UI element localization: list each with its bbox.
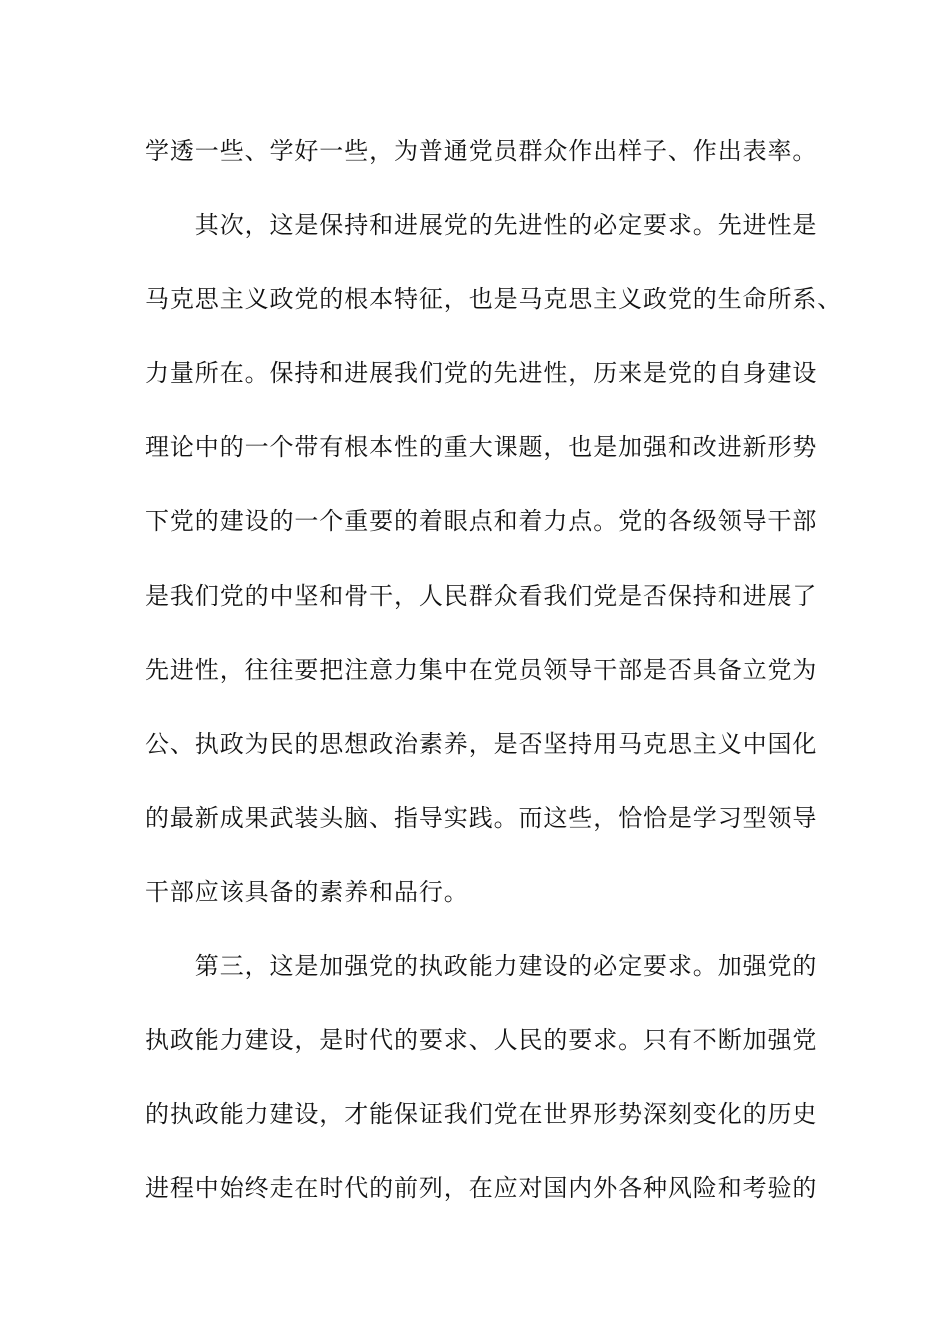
text-line: 进程中始终走在时代的前列，在应对国内外各种风险和考验的	[145, 1174, 818, 1203]
text-line: 公、执政为民的思想政治素养，是否坚持用马克思主义中国化	[145, 729, 818, 758]
text-line: 学透一些、学好一些，为普通党员群众作出样子、作出表率。	[145, 137, 818, 165]
text-line: 其次，这是保持和进展党的先进性的必定要求。先进性是	[145, 211, 818, 240]
text-line: 的最新成果武装头脑、指导实践。而这些，恰恰是学习型领导	[145, 803, 818, 832]
text-line: 力量所在。保持和进展我们党的先进性，历来是党的自身建设	[145, 359, 818, 388]
text-line: 是我们党的中坚和骨干，人民群众看我们党是否保持和进展了	[145, 581, 818, 610]
text-line: 执政能力建设，是时代的要求、人民的要求。只有不断加强党	[145, 1026, 818, 1055]
text-line: 马克思主义政党的根本特征，也是马克思主义政党的生命所系、	[145, 285, 843, 314]
text-line: 的执政能力建设，才能保证我们党在世界形势深刻变化的历史	[145, 1100, 818, 1129]
body-text	[145, 126, 845, 1237]
text-line: 理论中的一个带有根本性的重大课题，也是加强和改进新形势	[145, 433, 818, 462]
text-line: 干部应该具备的素养和品行。	[145, 877, 469, 906]
text-line: 先进性，往往要把注意力集中在党员领导干部是否具备立党为	[145, 655, 818, 684]
text-line: 下党的建设的一个重要的着眼点和着力点。党的各级领导干部	[145, 507, 818, 536]
text-line: 第三，这是加强党的执政能力建设的必定要求。加强党的	[145, 952, 818, 981]
